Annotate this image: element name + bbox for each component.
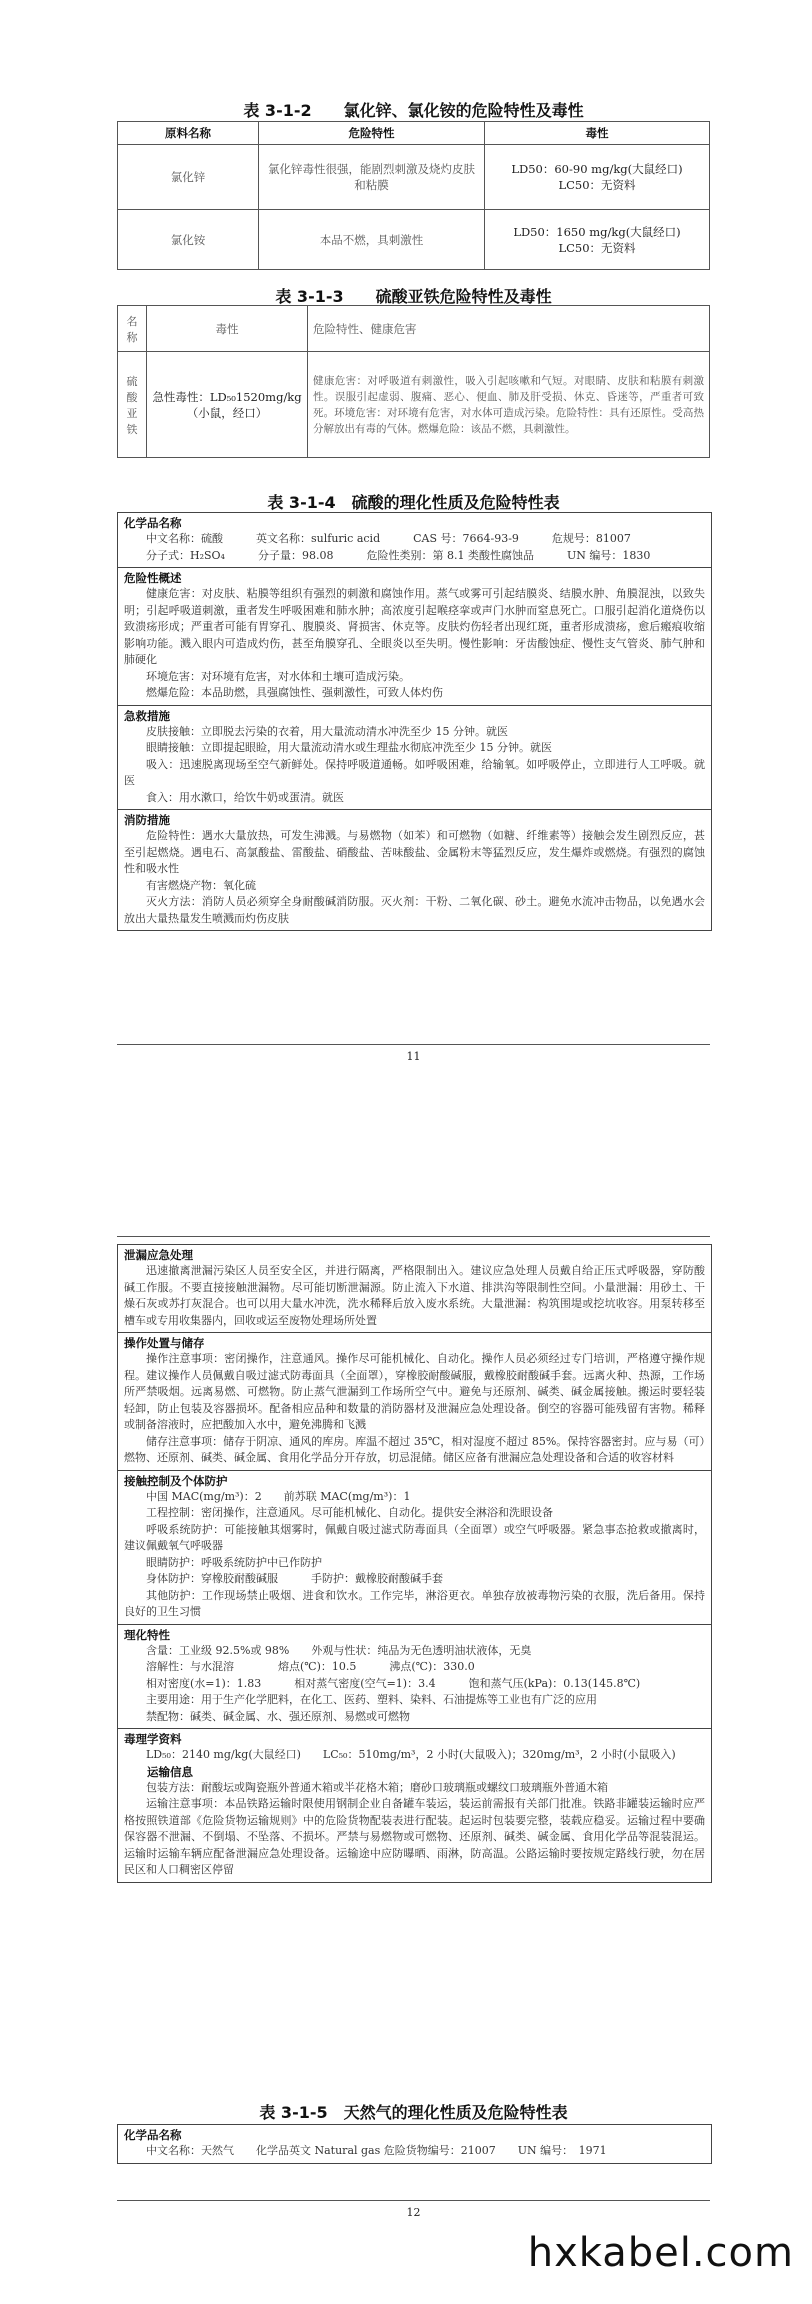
table-row	[118, 145, 710, 210]
watermark: hxkabel.com	[527, 2230, 794, 2276]
lc50-value: LC50：无资料	[558, 178, 636, 192]
paragraph: 相对密度(水=1)：1.83 相对蒸气密度(空气=1)：3.4 饱和蒸气压(kPa)：0.13(145.8℃)	[146, 1676, 641, 1690]
paragraph: 主要用途：用于生产化学肥料，在化工、医药、塑料、染料、石油提炼等工业也有广泛的应用	[146, 1693, 597, 1706]
paragraph: 呼吸系统防护：可能接触其烟雾时，佩戴自吸过滤式防毒面具（全面罩）或空气呼吸器。紧急事态抢救或撤离时，建议佩戴氧气呼吸器	[124, 1522, 705, 1552]
section-exposure-control	[118, 1471, 711, 1625]
table-3-1-3-title: 表 3-1-3 硫酸亚铁危险特性及毒性	[275, 287, 552, 306]
section-heading: 操作处置与储存	[124, 1336, 205, 1350]
col-header-toxicity: 毒性	[485, 122, 710, 145]
section-first-aid	[118, 706, 711, 811]
paragraph: 有害燃烧产物：氧化硫	[146, 878, 256, 892]
section-heading: 毒理学资料	[124, 1732, 182, 1746]
lc50-value: LC50：无资料	[558, 240, 636, 255]
col-header-material: 原料名称	[118, 122, 259, 145]
paragraph: 迅速撤离泄漏污染区人员至安全区，并进行隔离，严格限制出入。建议应急处理人员戴自给正压式呼吸器，穿防酸碱工作服。不要直接接触泄漏物。尽可能切断泄漏源。防止流入下水道、排洪沟等限制性空间。小量泄漏：用砂土、干燥石灰或苏打灰混合。也可以用大量水冲洗，洗水稀释后放入废水系统。大量泄漏：构筑围堤或挖坑收容。用泵转移至槽车或专用收集器内，回收或运至废物处理场所处置	[124, 1264, 705, 1327]
paragraph: 危险特性：遇水大量放热，可发生沸溅。与易燃物（如苯）和可燃物（如糖、纤维素等）接触会发生剧烈反应，甚至引起燃烧。遇电石、高氯酸盐、雷酸盐、硝酸盐、苦味酸盐、金属粉末等猛烈反应，发生爆炸或燃烧。有强烈的腐蚀性和吸水性	[124, 829, 705, 875]
section-chemical-name	[118, 513, 711, 568]
paragraph: 工程控制：密闭操作，注意通风。尽可能机械化、自动化。提供安全淋浴和洗眼设备	[146, 1506, 553, 1519]
paragraph: 吸入：迅速脱离现场至空气新鲜处。保持呼吸道通畅。如呼吸困难，给输氧。如呼吸停止，立即进行人工呼吸。就医	[124, 757, 705, 787]
paragraph: 其他防护：工作现场禁止吸烟、进食和饮水。工作完毕，淋浴更衣。单独存放被毒物污染的衣服，洗后备用。保持良好的卫生习惯	[124, 1588, 705, 1618]
hazard-text: 氯化锌毒性很强，能剧烈刺激及烧灼皮肤和粘膜	[259, 145, 485, 210]
paragraph: 灭火方法：消防人员必须穿全身耐酸碱消防服。灭火剂：干粉、二氧化碳、砂土。避免水流冲击物品，以免遇水会放出大量热量发生喷溅而灼伤皮肤	[124, 895, 705, 925]
table-3-1-2	[117, 121, 710, 270]
section-heading: 化学品名称	[124, 516, 182, 530]
hazard-text: 健康危害：对呼吸道有刺激性，吸入引起咳嗽和气短。对眼睛、皮肤和粘膜有刺激性。误服引起虚弱、腹痛、恶心、便血、肺及肝受损、休克、昏迷等，严重者可致死。环境危害：对环境有危害，对水体可造成污染。危险特性：具有还原性。受高热分解放出有毒的气体。燃爆危险：该品不燃，具刺激性。	[308, 352, 710, 458]
section-heading: 运输信息	[147, 1764, 193, 1779]
material-name: 氯化铵	[118, 210, 259, 270]
section-heading: 理化特性	[124, 1627, 170, 1642]
paragraph: 眼睛防护：呼吸系统防护中已作防护	[146, 1555, 322, 1569]
col-header-hazard: 危险特性	[259, 122, 485, 145]
ld50-value: LD50：60-90 mg/kg(大鼠经口)	[511, 162, 683, 176]
paragraph: 环境危害：对环境有危害，对水体和土壤可造成污染。	[146, 669, 410, 683]
paragraph: 运输注意事项：本品铁路运输时限使用钢制企业自备罐车装运，装运前需报有关部门批准。铁路非罐装运输时应严格按照铁道部《危险货物运输规则》中的危险货物配装表进行配装。起运时包装要完整，装载应稳妥。运输过程中要确保容器不泄漏、不倒塌、不坠落、不损坏。严禁与易燃物或可燃物、还原剂、碱类、碱金属、食用化学品等混装混运。运输时运输车辆应配备泄漏应急处理设备。运输途中应防曝晒、雨淋，防高温。公路运输时要按规定路线行驶，勿在居民区和人口稠密区停留	[124, 1797, 705, 1876]
paragraph: 身体防护：穿橡胶耐酸碱服 手防护：戴橡胶耐酸碱手套	[146, 1572, 443, 1585]
section-hazard-overview	[118, 568, 711, 706]
paragraph: 眼睛接触：立即提起眼睑，用大量流动清水或生理盐水彻底冲洗至少 15 分钟。就医	[146, 741, 552, 754]
section-leak-response	[118, 1245, 711, 1333]
table-3-1-2-title: 表 3-1-2 氯化锌、氯化铵的危险特性及毒性	[243, 101, 584, 120]
paragraph: LD₅₀：2140 mg/kg(大鼠经口) LC₅₀：510mg/m³，2 小时(大鼠吸入)；320mg/m³，2 小时(小鼠吸入)	[146, 1748, 676, 1761]
section-handling-storage	[118, 1333, 711, 1471]
paragraph: 中国 MAC(mg/m³)：2 前苏联 MAC(mg/m³)：1	[146, 1489, 411, 1503]
section-physical-properties	[118, 1625, 711, 1730]
section-heading: 化学品名称	[124, 2128, 182, 2142]
chemical-line: 分子式：H₂SO₄ 分子量：98.08 危险性类别：第 8.1 类酸性腐蚀品 UN 编号：1830	[146, 548, 651, 562]
paragraph: 操作注意事项：密闭操作，注意通风。操作尽可能机械化、自动化。操作人员必须经过专门培训，严格遵守操作规程。建议操作人员佩戴自吸过滤式防毒面具（全面罩），穿橡胶耐酸碱服，戴橡胶耐酸碱手套。远离火种、热源，工作场所严禁吸烟。远离易燃、可燃物。防止蒸气泄漏到工作场所空气中。避免与还原剂、碱类、碱金属接触。搬运时要轻装轻卸，防止包装及容器损坏。配备相应品种和数量的消防器材及泄漏应急处理设备。倒空的容器可能残留有害物。稀释或制备溶液时，应把酸加入水中，避免沸腾和飞溅	[124, 1352, 705, 1431]
table-row	[118, 352, 710, 458]
paragraph: 储存注意事项：储存于阴凉、通风的库房。库温不超过 35℃，相对湿度不超过 85%。保持容器密封。应与易（可）燃物、还原剂、碱类、碱金属、食用化学品分开存放，切忌混储。储区应备有泄漏应急处理设备和合适的收容材料	[124, 1434, 705, 1464]
header-rule	[117, 1236, 710, 1237]
col-header-toxicity: 毒性	[147, 306, 308, 352]
ld50-value: LD50：1650 mg/kg(大鼠经口)	[513, 224, 681, 239]
table-3-1-5	[117, 2124, 712, 2164]
page-number: 12	[406, 2206, 421, 2219]
paragraph: 溶解性：与水混溶 熔点(℃)：10.5 沸点(℃)：330.0	[146, 1660, 475, 1673]
table-3-1-4-continued	[117, 1244, 712, 1883]
footer-rule	[117, 1044, 710, 1045]
material-name: 硫酸亚铁	[118, 352, 147, 458]
chemical-line: 中文名称：硫酸 英文名称：sulfuric acid CAS 号：7664-93-9 危规号：81007	[146, 532, 631, 545]
paragraph: 燃爆危险：本品助燃，具强腐蚀性、强刺激性，可致人体灼伤	[146, 686, 443, 699]
table-3-1-4-title: 表 3-1-4 硫酸的理化性质及危险特性表	[267, 493, 560, 512]
col-header-name: 名称	[118, 306, 147, 352]
paragraph: 包装方法：耐酸坛或陶瓷瓶外普通木箱或半花格木箱；磨砂口玻璃瓶或螺纹口玻璃瓶外普通木箱	[146, 1780, 608, 1794]
table-3-1-3	[117, 305, 710, 458]
paragraph: 食入：用水漱口，给饮牛奶或蛋清。就医	[146, 790, 344, 804]
paragraph: 禁配物：碱类、碱金属、水、强还原剂、易燃或可燃物	[146, 1709, 410, 1723]
hazard-text: 本品不燃，具刺激性	[259, 210, 485, 270]
footer-rule	[117, 2200, 710, 2201]
table-3-1-4	[117, 512, 712, 931]
section-heading: 危险性概述	[124, 571, 182, 585]
acute-toxicity: 急性毒性：LD₅₀1520mg/kg（小鼠，经口）	[147, 352, 308, 458]
chemical-line: 中文名称：天然气 化学品英文 Natural gas 危险货物编号：21007 UN 编号： 1971	[146, 2144, 607, 2157]
section-heading: 接触控制及个体防护	[124, 1473, 228, 1488]
page-number: 11	[406, 1050, 421, 1063]
paragraph: 皮肤接触：立即脱去污染的衣着，用大量流动清水冲洗至少 15 分钟。就医	[146, 724, 508, 738]
section-heading: 急救措施	[124, 708, 170, 723]
material-name: 氯化锌	[118, 145, 259, 210]
table-3-1-5-title: 表 3-1-5 天然气的理化性质及危险特性表	[259, 2103, 568, 2122]
section-heading: 泄漏应急处理	[124, 1248, 193, 1262]
paragraph: 含量：工业级 92.5%或 98% 外观与性状：纯品为无色透明油状液体，无臭	[146, 1643, 532, 1657]
section-heading: 消防措施	[124, 813, 170, 827]
section-toxicology	[118, 1729, 711, 1882]
paragraph: 健康危害：对皮肤、粘膜等组织有强烈的刺激和腐蚀作用。蒸气或雾可引起结膜炎、结膜水肿、角膜混浊，以致失明；引起呼吸道刺激，重者发生呼吸困难和肺水肿；高浓度引起喉痉挛或声门水肿而窒息死亡。口服引起消化道烧伤以致溃疡形成；严重者可能有胃穿孔、腹膜炎、肾损害、休克等。皮肤灼伤轻者出现红斑，重者形成溃疡，愈后瘢痕收缩影响功能。溅入眼内可造成灼伤，甚至角膜穿孔、全眼炎以至失明。慢性影响：牙齿酸蚀症、慢性支气管炎、肺气肿和肺硬化	[124, 587, 705, 666]
section-firefighting	[118, 810, 711, 930]
col-header-hazard: 危险特性、健康危害	[308, 306, 710, 352]
section-chemical-name	[118, 2125, 711, 2163]
table-row	[118, 210, 710, 270]
